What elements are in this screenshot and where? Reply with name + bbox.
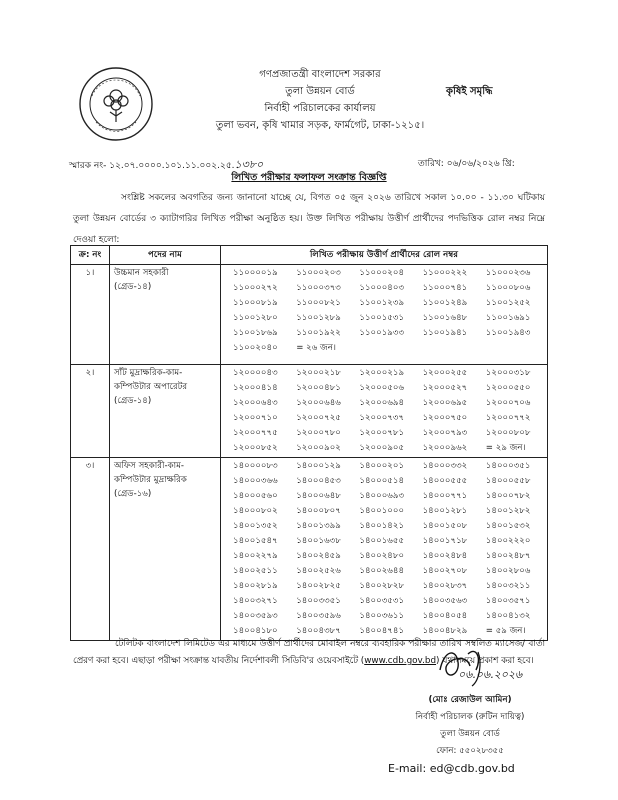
roll-number: ১১০০০৩৭৩ xyxy=(296,283,341,293)
roll-number: ১১০০১৫৩১ xyxy=(359,313,405,323)
notice-text-end: ) যথাসময়ে প্রকাশ করা হবে। xyxy=(436,656,534,666)
roll-count: = ২৬ জন। xyxy=(296,343,336,353)
roll-number: ১৪০০৪৭৪১ xyxy=(359,626,405,636)
roll-number: ১৪০০০০৮৩ xyxy=(233,461,278,471)
signature-block xyxy=(380,692,560,777)
roll-number: ১২০০০৭৯৩ xyxy=(422,428,468,438)
roll-number: ১৪০০১৩৫২ xyxy=(233,521,278,531)
roll-number: ১১০০১২৮৯ xyxy=(296,313,341,323)
roll-number: ১৪০০০৮০৭ xyxy=(296,506,341,516)
roll-number: ১১০০১৯৩৩ xyxy=(359,328,405,338)
roll-number: ১১০০১৯৪১ xyxy=(422,328,468,338)
roll-number: ১৪০০২৮১৯ xyxy=(233,581,278,591)
intro-paragraph: সংশ্লিষ্ট সকলের অবগতির জন্য জানানো যাচ্ছে যে, বিগত ০৫ জুন ২০২৬ তারিখে সকাল ১০.০০ - ১১.৩০ ঘটিকায় তুলা উন্নয়ন বোর্ডের ৩ ক্যাটাগরির লিখিত পরীক্ষা অনুষ্ঠিত হয়। উক্ত লিখিত পরীক্ষায় উত্তীর্ণ প্রার্থীদের পদভিত্তিক রোল নম্বর নিম্নে দেওয়া হলো: xyxy=(73,193,545,245)
roll-grid xyxy=(225,459,543,639)
roll-number: ১৪০০৩৫৩১ xyxy=(359,596,405,606)
roll-number: ১৪০০১৪২১ xyxy=(359,521,405,531)
roll-number: ১২০০০৯৬২ xyxy=(422,443,468,453)
office-name: নির্বাহী পরিচালকের কার্যালয় xyxy=(264,103,376,114)
rolls-cell xyxy=(221,458,548,641)
roll-number: ১৪০০৪১৮০ xyxy=(233,626,278,636)
signatory-designation: নির্বাহী পরিচালক (রুটিন দায়িত্ব) xyxy=(415,712,525,722)
roll-number: ১৪০০০৮০২ xyxy=(233,506,278,516)
roll-number: ১১০০০২৩৬ xyxy=(485,268,531,278)
roll-number: ১৪০০৩৫৭১ xyxy=(485,596,531,606)
table-row xyxy=(71,365,548,458)
roll-number: ১১০০০২০৩ xyxy=(296,268,341,278)
roll-number: ১৪০০২৪৫৯ xyxy=(296,551,341,561)
handwritten-signature xyxy=(418,640,548,690)
roll-number: ১৪০০০৫৫৫ xyxy=(422,476,468,486)
roll-number: ১৪০০২৮২৮ xyxy=(359,581,405,591)
roll-number: ১২০০০২৫৫ xyxy=(422,368,468,378)
roll-number: ১২০০০৭৭৫ xyxy=(233,428,278,438)
roll-grid xyxy=(225,366,543,456)
roll-number: ১১০০০৮০৬ xyxy=(485,283,531,293)
roll-number: ১২০০০৩১৮ xyxy=(485,368,531,378)
post-name: উচ্চমান সহকারী xyxy=(114,268,169,278)
roll-number: ১২০০০০৪৩ xyxy=(233,368,278,378)
roll-number: ১৪০০১২৮২ xyxy=(485,506,531,516)
signatory-name: (মোঃ রেজাউল আমিন) xyxy=(428,695,512,705)
post-cell xyxy=(110,365,221,458)
roll-number: ১১০০০২০৪ xyxy=(359,268,405,278)
roll-number: ১২০০০৭৭২ xyxy=(485,413,531,423)
motto: কৃষিই সমৃদ্ধি xyxy=(446,86,493,97)
serial-cell: ২। xyxy=(71,365,110,458)
roll-number: ১৪০০২৮২৫ xyxy=(296,581,341,591)
roll-number: ১৪০০৪০৫৪ xyxy=(422,611,468,621)
header-rolls: লিখিত পরীক্ষায় উত্তীর্ণ প্রার্থীদের রোল নম্বর xyxy=(221,246,548,265)
serial-cell: ১। xyxy=(71,265,110,365)
roll-number: ১২০০০৪১৪ xyxy=(233,383,278,393)
roll-number: ১৪০০১৭১৮ xyxy=(422,536,468,546)
roll-number: ১২০০০৭১০ xyxy=(233,413,278,423)
roll-number: ১১০০০০১৯ xyxy=(233,268,278,278)
roll-count: = ৫৯ জন। xyxy=(485,626,526,636)
roll-number: ১২০০০৫২৭ xyxy=(422,383,468,393)
roll-number: ১৪০০০৫১৪ xyxy=(359,476,405,486)
roll-number: ১৪০০০১২৯ xyxy=(296,461,341,471)
roll-number: ১৪০০১৩৯৯ xyxy=(296,521,341,531)
post-grade: (গ্রেড-১৬) xyxy=(114,489,152,499)
roll-number: ১৪০০১৬৫৫ xyxy=(359,536,405,546)
website-link[interactable]: www.cdb.gov.bd xyxy=(364,656,437,666)
roll-number: ১৪০০৩৫৬৩ xyxy=(422,596,468,606)
roll-number: ১৪০০১৫৪৭ xyxy=(233,536,278,546)
roll-number: ১৪০০৩২৭১ xyxy=(233,596,278,606)
roll-number: ১৪০০৩২১১ xyxy=(485,581,531,591)
roll-number: ১৪০০৩৫৯৩ xyxy=(233,611,278,621)
roll-number: ১৪০০২৬৪৪ xyxy=(359,566,405,576)
notice-text: টেলিটক বাংলাদেশ লিমিটেড এর মাধ্যমে উত্তীর্ণ প্রার্থীদের মোবাইল নম্বরে ব্যবহারিক পরীক্ষার তারিখ সম্বলিত ম্যাসেজ/ বার্তা প্রেরণ করা হবে। এছাড়া পরীক্ষা সংক্রান্ত যাবতীয় নির্দেশাবলী সিডিবি'র ওয়েবসাইটে ( xyxy=(73,639,545,666)
roll-number: ১১০০২০৪০ xyxy=(233,343,278,353)
roll-number: ১৪০০৩৩৫১ xyxy=(296,596,341,606)
roll-number: ১৪০০০৫৫৮ xyxy=(485,476,531,486)
roll-number: ১২০০০৭৫০ xyxy=(422,413,468,423)
roll-number: ১৪০০২৫১১ xyxy=(233,566,278,576)
roll-number: ১৪০০০৩৬৬ xyxy=(233,476,278,486)
letterhead xyxy=(175,66,465,134)
roll-number: ১৪০০০২০১ xyxy=(359,461,405,471)
roll-number: ১২০০০৬৪৩ xyxy=(233,398,278,408)
cotton-board-logo xyxy=(78,66,154,142)
roll-number: ১১০০১৮৬৯ xyxy=(233,328,278,338)
roll-number: ১৪০০৪১৩২ xyxy=(485,611,531,621)
roll-number: ১৪০০২৪৮৪ xyxy=(422,551,468,561)
roll-number: ১২০০০৮০৮ xyxy=(485,428,531,438)
rolls-cell xyxy=(221,265,548,365)
roll-count: = ২৯ জন। xyxy=(485,443,526,453)
roll-number: ১২০০০৯০২ xyxy=(296,443,341,453)
roll-number: ১৪০০৩৬১১ xyxy=(359,611,405,621)
memo-number-handwritten: ১৩৮০ xyxy=(234,158,264,171)
signatory-office: তুলা উন্নয়ন বোর্ড xyxy=(440,729,500,739)
header-serial: ক্র: নং xyxy=(71,246,110,265)
roll-number: ১২০০০৭৮১ xyxy=(359,428,405,438)
roll-number: ১১০০১২৫২ xyxy=(485,298,531,308)
post-name: সাঁট মুদ্রাক্ষরিক-কাম-কম্পিউটার অপারেটর xyxy=(114,368,188,392)
roll-number: ১১০০০২৭২ xyxy=(233,283,278,293)
roll-number: ১৪০০১০০০ xyxy=(359,506,405,516)
table-row xyxy=(71,458,548,641)
roll-number: ১২০০০২১৯ xyxy=(359,368,405,378)
post-cell xyxy=(110,265,221,365)
roll-number: ১৪০০২২৭৯ xyxy=(233,551,278,561)
roll-number: ১৪০০২২২০ xyxy=(485,536,531,546)
roll-number: ১৪০০২৪৮৭ xyxy=(485,551,531,561)
roll-number: ১১০০০২২২ xyxy=(422,268,468,278)
roll-number: ১২০০০৭৩৭ xyxy=(359,413,405,423)
post-grade: (গ্রেড-১৪) xyxy=(114,396,152,406)
roll-number: ১৪০০২৮০৬ xyxy=(485,566,531,576)
roll-number: ১২০০০৪৮১ xyxy=(296,383,341,393)
roll-number: ১৪০০০৭৭১ xyxy=(422,491,468,501)
roll-number: ১৪০০০৭৮২ xyxy=(485,491,531,501)
roll-number: ১১০০০৭৪১ xyxy=(422,283,468,293)
roll-number: ১২০০০৬৯৪ xyxy=(359,398,405,408)
roll-number: ১৪০০২৭০৮ xyxy=(422,566,468,576)
signature-date: ০৬.০৬.২০২৬ xyxy=(458,668,523,681)
roll-number: ১১০০০৮২১ xyxy=(296,298,341,308)
roll-number: ১১০০১৯৪৩ xyxy=(485,328,531,338)
roll-number: ১২০০০২১৮ xyxy=(296,368,341,378)
memo-number-prefix: স্মারক নং- ১২.০৭.০০০০.১০১.১১.০০২.২৫. xyxy=(69,161,235,171)
signatory-phone: ফোন: ৫৫০২৮৩৫৫ xyxy=(436,746,504,756)
roll-number: ১১০০১৯২২ xyxy=(296,328,341,338)
roll-number: ১১০০১২৪৯ xyxy=(422,298,468,308)
roll-number: ১২০০০৯০৫ xyxy=(359,443,405,453)
roll-number: ১৪০০০৩৩২ xyxy=(422,461,468,471)
roll-number: ১২০০০৭২৫ xyxy=(296,413,341,423)
results-table xyxy=(70,245,548,641)
roll-number: ১৪০০০৪৫৩ xyxy=(296,476,341,486)
roll-number: ১২০০০৫০৬ xyxy=(359,383,405,393)
post-grade: (গ্রেড-১৪) xyxy=(114,282,152,292)
roll-number: ১৪০০০৩৫১ xyxy=(485,461,531,471)
issue-date: তারিখ: ০৬/০৬/২০২৬ খ্রি: xyxy=(418,159,515,169)
roll-number: ১৪০০২৮৩৭ xyxy=(422,581,468,591)
roll-number: ১১০০১৬৯১ xyxy=(485,313,531,323)
table-row xyxy=(71,265,548,365)
roll-number: ১২০০০৫৫০ xyxy=(485,383,531,393)
roll-number: ১২০০০৬৯৫ xyxy=(422,398,468,408)
post-cell xyxy=(110,458,221,641)
office-address: তুলা ভবন, কৃষি খামার সড়ক, ফার্মগেট, ঢাকা-১২১৫। xyxy=(215,120,425,131)
roll-number: ১৪০০১৬৩৮ xyxy=(296,536,341,546)
roll-number: ১৪০০১৫০৮ xyxy=(422,521,468,531)
header-post: পদের নাম xyxy=(110,246,221,265)
roll-number: ১১০০১৬৪৮ xyxy=(422,313,468,323)
table-header-row xyxy=(71,246,548,265)
post-name: অফিস সহকারী-কাম-কম্পিউটার মুদ্রাক্ষরিক xyxy=(114,461,187,485)
roll-number: ১২০০০৭০৬ xyxy=(485,398,531,408)
roll-grid xyxy=(225,266,543,356)
roll-number: ১১০০০৪০৩ xyxy=(359,283,405,293)
roll-number: ১৪০০১২৮১ xyxy=(422,506,468,516)
board-name: তুলা উন্নয়ন বোর্ড xyxy=(285,86,355,97)
roll-number: ১৪০০৪৩৮৭ xyxy=(296,626,341,636)
govt-name: গণপ্রজাতন্ত্রী বাংলাদেশ সরকার xyxy=(259,69,381,80)
roll-number: ১১০০১২৩৯ xyxy=(359,298,405,308)
roll-number: ১৪০০১৫৩২ xyxy=(485,521,531,531)
roll-number: ১৪০০০৬৯৩ xyxy=(359,491,405,501)
roll-number: ১৪০০২৫২৬ xyxy=(296,566,341,576)
roll-number: ১২০০০৬৪৬ xyxy=(296,398,341,408)
roll-number: ১২০০০৮৫২ xyxy=(233,443,278,453)
roll-number: ১২০০০৭৮০ xyxy=(296,428,341,438)
roll-number: ১৪০০৩৫৯৬ xyxy=(296,611,341,621)
roll-number: ১৪০০২৪৮০ xyxy=(359,551,405,561)
subject-line: লিখিত পরীক্ষার ফলাফল সংক্রান্ত বিজ্ঞপ্তি xyxy=(231,172,387,183)
roll-number: ১১০০১২৮০ xyxy=(233,313,278,323)
rolls-cell xyxy=(221,365,548,458)
roll-number: ১১০০০৮১৯ xyxy=(233,298,278,308)
roll-number: ১৪০০৪৮২৯ xyxy=(422,626,468,636)
signatory-email[interactable]: E-mail: ed@cdb.gov.bd xyxy=(388,762,515,775)
roll-number: ১৪০০০৬৪৮ xyxy=(296,491,341,501)
serial-cell: ৩। xyxy=(71,458,110,641)
roll-number: ১৪০০০৫৬০ xyxy=(233,491,278,501)
